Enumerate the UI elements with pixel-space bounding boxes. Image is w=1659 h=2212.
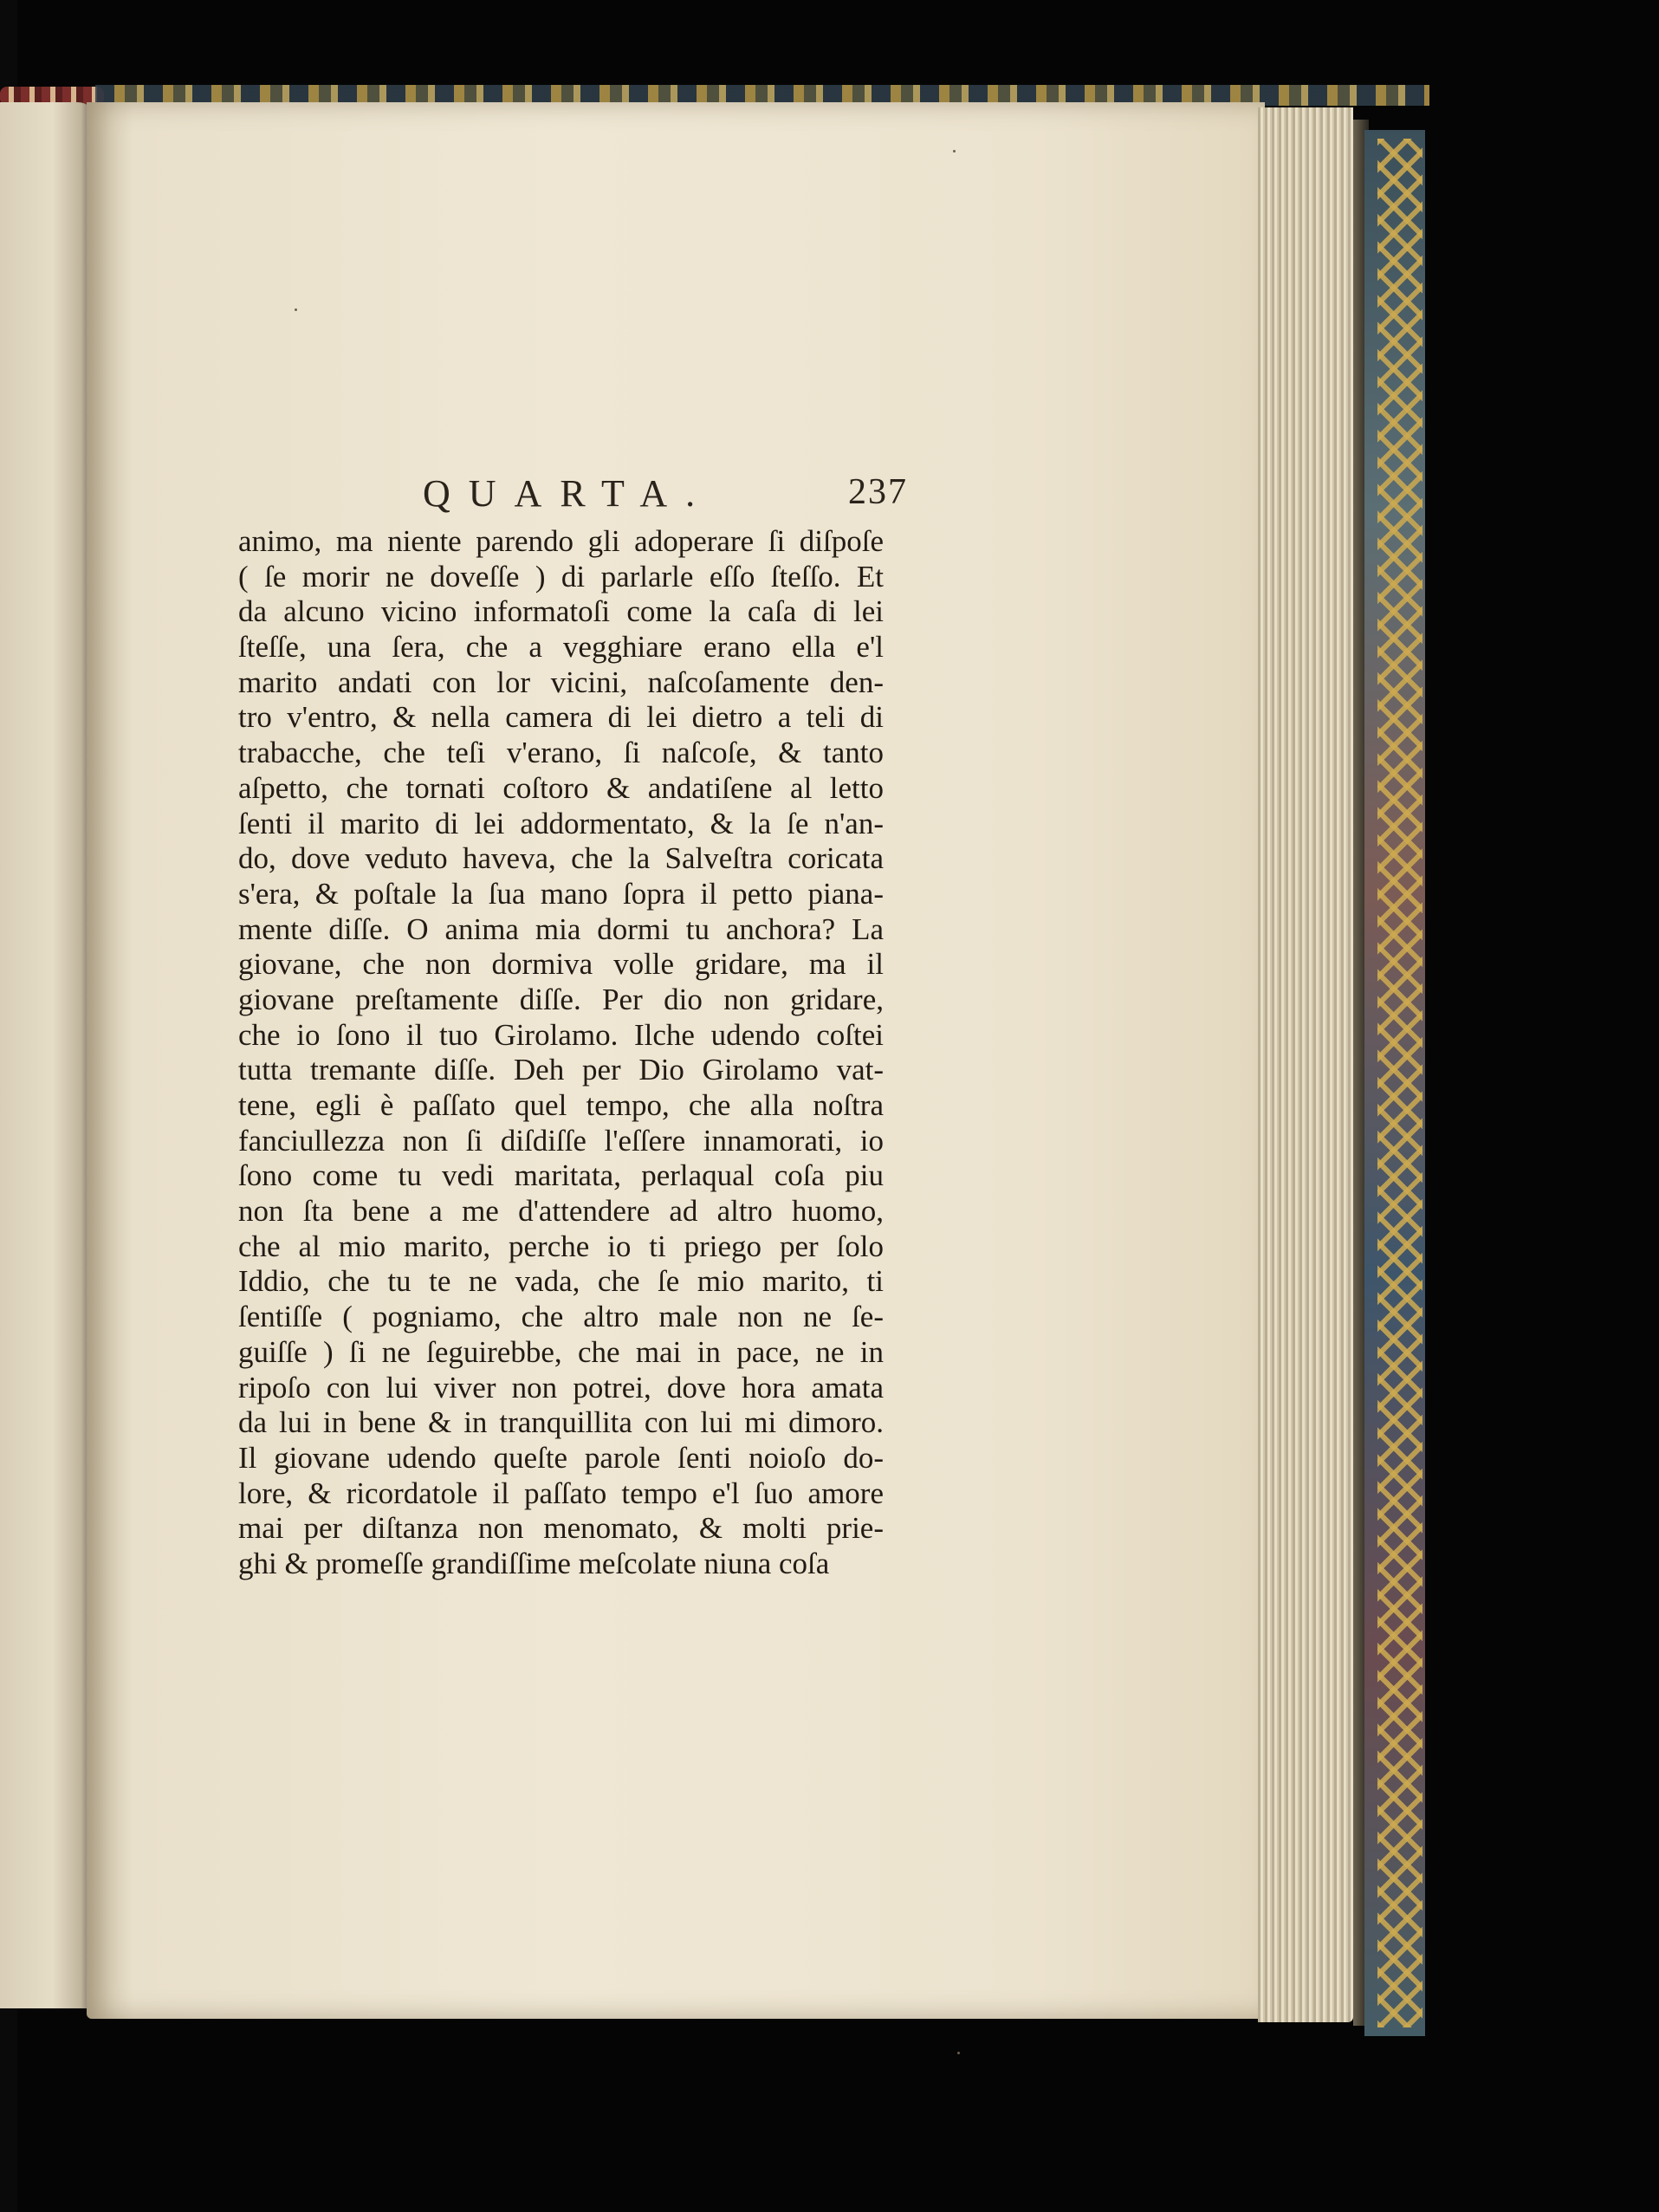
text-line: fanciullezza non ſi diſdiſſe l'eſſere innamorati, io bbox=[238, 1123, 884, 1158]
text-line: che al mio marito, perche io ti priego per ſolo bbox=[238, 1229, 884, 1263]
text-line: ripoſo con lui viver non potrei, dove hora amata bbox=[238, 1370, 884, 1404]
text-line: mente diſſe. O anima mia dormi tu anchora? La bbox=[238, 911, 884, 946]
page-edges bbox=[1258, 107, 1353, 2022]
text-line: animo, ma niente parendo gli adoperare ſi diſpoſe bbox=[238, 524, 884, 558]
body-text bbox=[238, 524, 884, 1582]
text-line: giovane, che non dormiva volle gridare, ma il bbox=[238, 947, 884, 982]
text-line: do, dove veduto haveva, che la Salveſtra coricata bbox=[238, 841, 884, 876]
text-line: s'era, & poſtale la ſua mano ſopra il petto piana- bbox=[238, 876, 884, 911]
text-line: tene, egli è paſſato quel tempo, che alla noſtra bbox=[238, 1088, 884, 1122]
text-line: tro v'entro, & nella camera di lei dietro a teli di bbox=[238, 700, 884, 735]
text-line: ( ſe morir ne doveſſe ) di parlarle eſſo ſteſſo. Et bbox=[238, 559, 884, 594]
text-line: Il giovane udendo queſte parole ſenti noioſo do- bbox=[238, 1440, 884, 1475]
text-line: da lui in bene & in tranquillita con lui mi dimoro. bbox=[238, 1405, 884, 1440]
text-line: ſono come tu vedi maritata, perlaqual coſa piu bbox=[238, 1158, 884, 1193]
spine-gilt-ornament bbox=[1377, 139, 1422, 2027]
running-head bbox=[423, 471, 908, 523]
text-line: trabacche, che teſi v'erano, ſi naſcoſe, & tanto bbox=[238, 736, 884, 770]
page-number: 237 bbox=[848, 472, 908, 512]
text-line: tutta tremante diſſe. Deh per Dio Girolamo vat- bbox=[238, 1053, 884, 1087]
text-line: che io ſono il tuo Girolamo. Ilche udendo coſtei bbox=[238, 1017, 884, 1052]
text-line: mai per diſtanza non menomato, & molti prie- bbox=[238, 1511, 884, 1546]
text-line: da alcuno vicino informatoſi come la caſa di lei bbox=[238, 594, 884, 629]
text-line: giovane preſtamente diſſe. Per dio non gridare, bbox=[238, 982, 884, 1016]
text-line: ſentiſſe ( pogniamo, che altro male non ne ſe- bbox=[238, 1300, 884, 1334]
text-line: ghi & promeſſe grandiſſime meſcolate niuna coſa bbox=[238, 1546, 830, 1580]
text-line: lore, & ricordatole il paſſato tempo e'l ſuo amore bbox=[238, 1476, 884, 1510]
text-line: ſteſſe, una ſera, che a vegghiare erano ella e'l bbox=[238, 630, 884, 665]
text-line: ſenti il marito di lei addormentato, & la ſe n'an- bbox=[238, 806, 884, 840]
text-line: non ſta bene a me d'attendere ad altro huomo, bbox=[238, 1194, 884, 1229]
text-line: guiſſe ) ſi ne ſeguirebbe, che mai in pace, ne in bbox=[238, 1334, 884, 1369]
text-line: Iddio, che tu te ne vada, che ſe mio marito, ti bbox=[238, 1264, 884, 1299]
text-line: marito andati con lor vicini, naſcoſamente den- bbox=[238, 665, 884, 699]
running-title: QUARTA. bbox=[423, 472, 714, 515]
previous-page-edge bbox=[0, 102, 95, 2008]
text-line: aſpetto, che tornati coſtoro & andatiſene al letto bbox=[238, 770, 884, 805]
